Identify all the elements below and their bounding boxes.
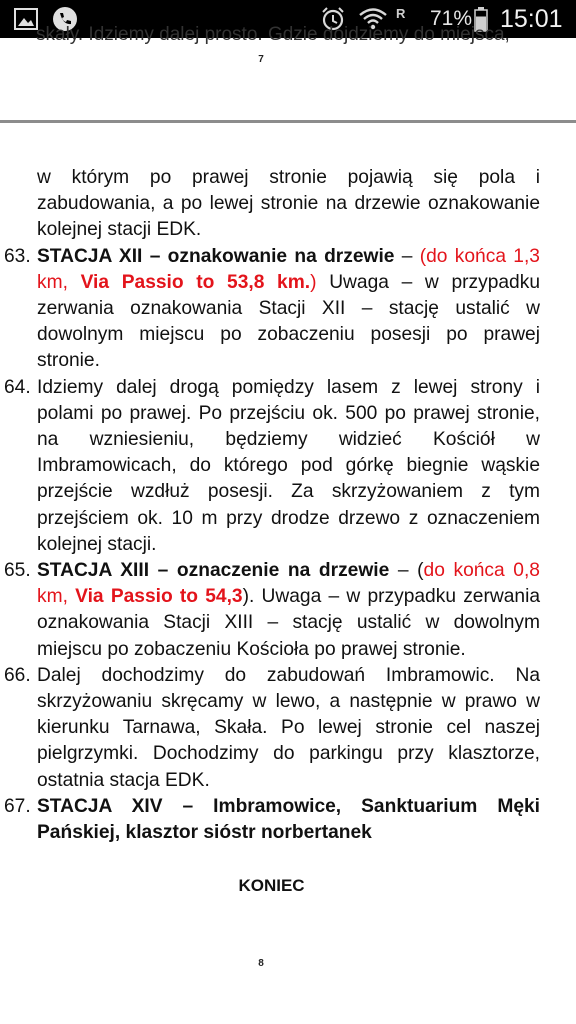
battery-percent: 71%	[430, 7, 473, 30]
item-text: Idziemy dalej drogą pomiędzy lasem z lewej strony i polami po prawej. Po przejściu ok. 500 po prawej stronie, na wzniesieniu, będziemy widzieć Kościół w Imbramowicach, do którego pod górkę biegnie wąskie przejście wzdłuż posesji. Za skrzyżowaniem z tym przejściem ok. 10 m przy drodze drzewo z oznaczeniem kolejnej stacji.	[37, 376, 540, 555]
item-number: 64.	[4, 376, 31, 398]
list-item-63	[0, 244, 576, 375]
dash: – (	[389, 560, 424, 582]
distance-note: do końca 0,8 km,	[37, 560, 540, 608]
station-title: STACJA XII – oznakowanie na drzewie	[37, 245, 395, 267]
station-title: STACJA XIII – oznaczenie na drzewie	[37, 560, 390, 582]
document-content[interactable]	[0, 165, 576, 846]
paragraph-intro	[0, 165, 576, 244]
item-number: 66.	[4, 664, 31, 686]
via-passio-note: Via Passio to 54,3	[75, 586, 243, 608]
list-item-64	[0, 375, 576, 558]
via-passio-note: Via Passio to 53,8 km.	[80, 271, 311, 293]
distance-note-close: )	[310, 271, 317, 293]
dash: –	[394, 245, 420, 267]
station-title: STACJA XIV – Imbramowice, Sanktuarium Męki Pańskiej, klasztor sióstr norbertanek	[37, 795, 540, 844]
item-text: ). Uwaga – w przypadku zerwania oznakowania Stacji XIII – stację ustalić w dowolnym miejscu po zobaczeniu Kościoła po prawej stronie.	[37, 586, 540, 660]
item-number: 63.	[4, 245, 31, 267]
end-heading: KONIEC	[238, 876, 305, 895]
clock: 15:01	[500, 4, 563, 33]
page-number: 8	[258, 958, 264, 969]
item-text: Uwaga – w przypadku zerwania oznakowania Stacji XII – stację ustalić w dowolnym miejscu po zobaczeniu posesji po prawej stronie.	[37, 271, 540, 372]
list-item-67	[0, 794, 576, 846]
image-icon	[14, 0, 38, 38]
previous-page-text: skały. Idziemy dalej prosto. Gdzie dojdziemy do miejsca,	[36, 24, 510, 45]
list-item-65	[0, 558, 576, 663]
page-number: 7	[258, 54, 264, 65]
intro-text: w którym po prawej stronie pojawią się pola i zabudowania, a po lewej stronie na drzewie oznakowanie kolejnej stacji EDK.	[37, 167, 540, 241]
item-text: Dalej dochodzimy do zabudowań Imbramowic. Na skrzyżowaniu skręcamy w lewo, a następnie w prawo w kierunku Tarnawa, Skała. Po lewej stronie cel naszej pielgrzymki. Dochodzimy do parkingu przy klasztorze, ostatnia stacja EDK.	[37, 664, 540, 791]
item-number: 67.	[4, 795, 31, 817]
distance-note: (do końca 1,3 km,	[37, 245, 540, 293]
item-number: 65.	[4, 560, 31, 582]
previous-page	[0, 24, 576, 123]
list-item-66	[0, 663, 576, 794]
roaming-indicator: R	[396, 5, 406, 21]
